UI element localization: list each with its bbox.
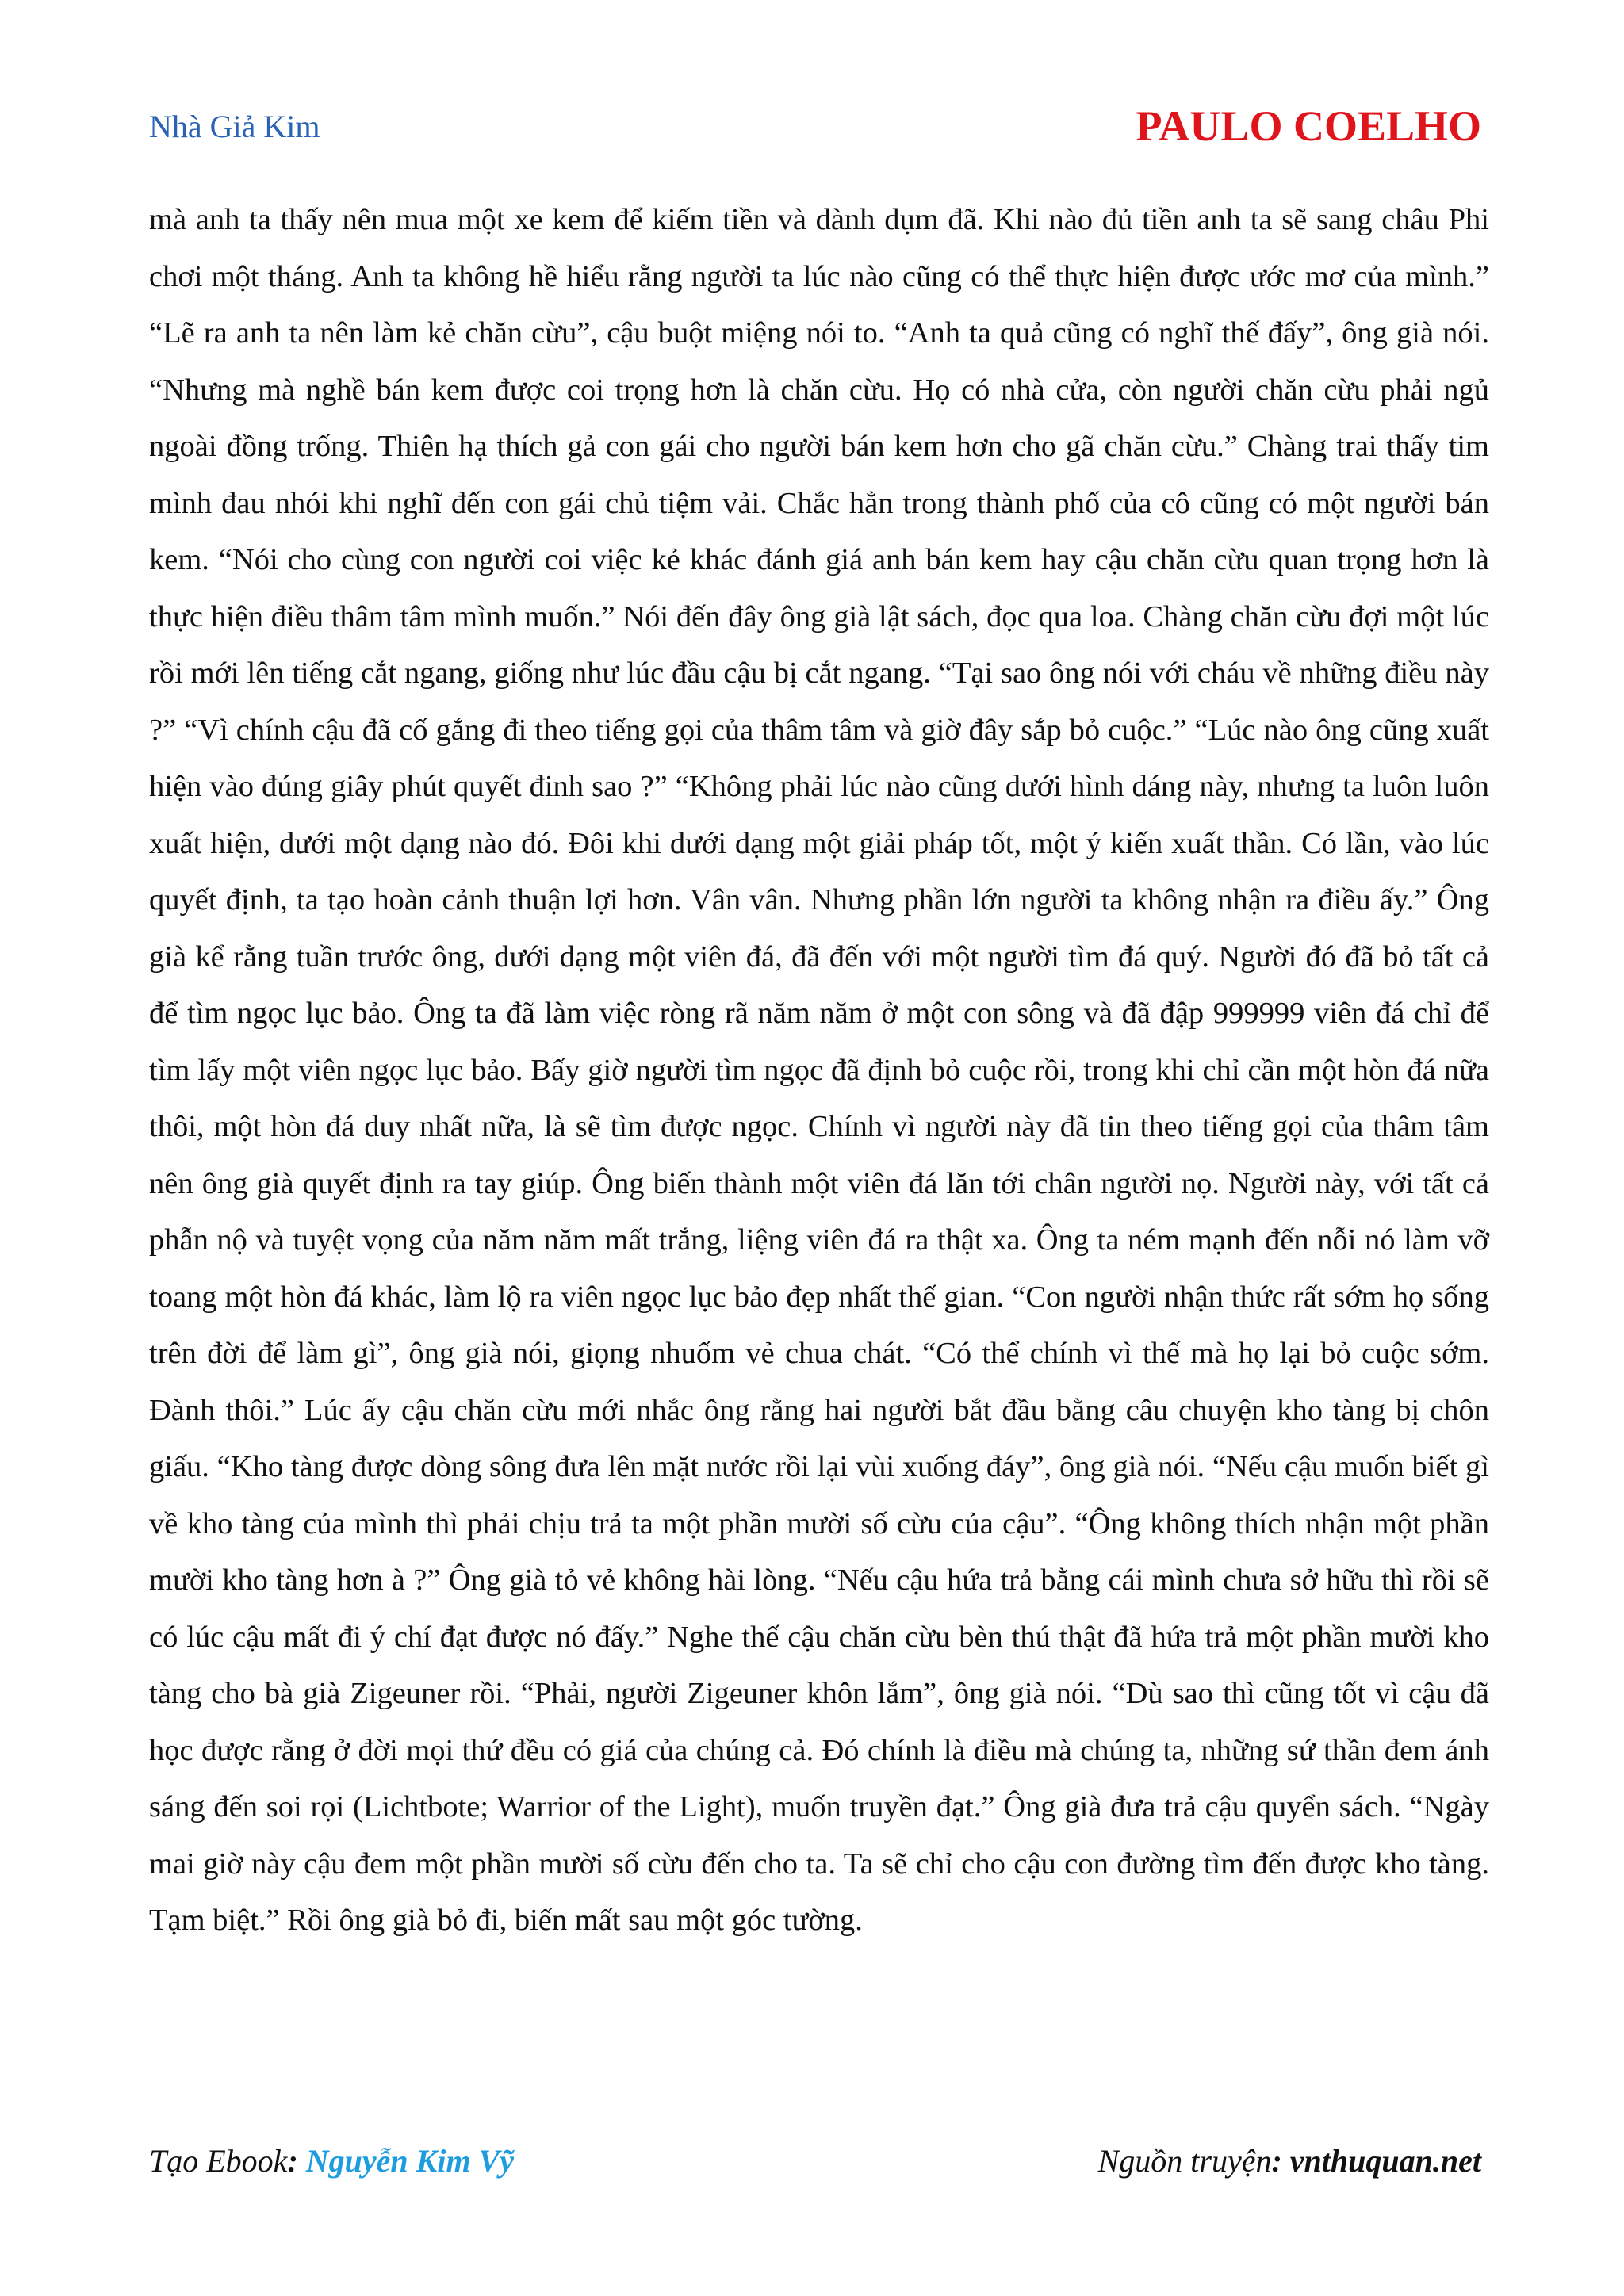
page-footer	[149, 2142, 1481, 2190]
ebook-label: Tạo Ebook	[149, 2143, 288, 2179]
source-label: Nguồn truyện	[1097, 2143, 1272, 2179]
ebook-credit	[149, 2142, 514, 2179]
source-site: vnthuquan.net	[1289, 2143, 1481, 2179]
source-credit	[1098, 2142, 1481, 2179]
ebook-colon: :	[287, 2143, 306, 2179]
author-name: PAULO COELHO	[1136, 102, 1481, 150]
book-title: Nhà Giả Kim	[149, 109, 320, 144]
source-colon: :	[1271, 2143, 1290, 2179]
body-paragraph: mà anh ta thấy nên mua một xe kem để kiếm tiền và dành dụm đã. Khi nào đủ tiền anh ta sẽ sang châu Phi chơi một tháng. Anh ta không hề hiểu rằng người ta lúc nào cũng có thể thực hiện được ước mơ của mình.” “Lẽ ra anh ta nên làm kẻ chăn cừu”, cậu buột miệng nói to. “Anh ta quả cũng có nghĩ thế đấy”, ông già nói. “Nhưng mà nghề bán kem được coi trọng hơn là chăn cừu. Họ có nhà cửa, còn người chăn cừu phải ngủ ngoài đồng trống. Thiên hạ thích gả con gái cho người bán kem hơn cho gã chăn cừu.” Chàng trai thấy tim mình đau nhói khi nghĩ đến con gái chủ tiệm vải. Chắc hẳn trong thành phố của cô cũng có một người bán kem. “Nói cho cùng con người coi việc kẻ khác đánh giá anh bán kem hay cậu chăn cừu quan trọng hơn là thực hiện điều thâm tâm mình muốn.” Nói đến đây ông già lật sách, đọc qua loa. Chàng chăn cừu đợi một lúc rồi mới lên tiếng cắt ngang, giống như lúc đầu cậu bị cắt ngang. “Tại sao ông nói với cháu về những điều này ?” “Vì chính cậu đã cố gắng đi theo tiếng gọi của thâm tâm và giờ đây sắp bỏ cuộc.” “Lúc nào ông cũng xuất hiện vào đúng giây phút quyết đinh sao ?” “Không phải lúc nào cũng dưới hình dáng này, nhưng ta luôn luôn xuất hiện, dưới một dạng nào đó. Đôi khi dưới dạng một giải pháp tốt, một ý kiến xuất thần. Có lần, vào lúc quyết định, ta tạo hoàn cảnh thuận lợi hơn. Vân vân. Nhưng phần lớn người ta không nhận ra điều ấy.” Ông già kể rằng tuần trước ông, dưới dạng một viên đá, đã đến với một người tìm đá quý. Người đó đã bỏ tất cả để tìm ngọc lục bảo. Ông ta đã làm việc ròng rã năm năm ở một con sông và đã đập 999999 viên đá chỉ để tìm lấy một viên ngọc lục bảo. Bấy giờ người tìm ngọc đã định bỏ cuộc rồi, trong khi chỉ cần một hòn đá nữa thôi, một hòn đá duy nhất nữa, là sẽ tìm được ngọc. Chính vì người này đã tin theo tiếng gọi của thâm tâm nên ông già quyết định ra tay giúp. Ông biến thành một viên đá lăn tới chân người nọ. Người này, với tất cả phẫn nộ và tuyệt vọng của năm năm mất trắng, liệng viên đá ra thật xa. Ông ta ném mạnh đến nỗi nó làm vỡ toang một hòn đá khác, làm lộ ra viên ngọc lục bảo đẹp nhất thế gian. “Con người nhận thức rất sớm họ sống trên đời để làm gì”, ông già nói, giọng nhuốm vẻ chua chát. “Có thể chính vì thế mà họ lại bỏ cuộc sớm. Đành thôi.” Lúc ấy cậu chăn cừu mới nhắc ông rằng hai người bắt đầu bằng câu chuyện kho tàng bị chôn giấu. “Kho tàng được dòng sông đưa lên mặt nước rồi lại vùi xuống đáy”, ông già nói. “Nếu cậu muốn biết gì về kho tàng của mình thì phải chịu trả ta một phần mười số cừu của cậu”. “Ông không thích nhận một phần mười kho tàng hơn à ?” Ông già tỏ vẻ không hài lòng. “Nếu cậu hứa trả bằng cái mình chưa sở hữu thì rồi sẽ có lúc cậu mất đi ý chí đạt được nó đấy.” Nghe thế cậu chăn cừu bèn thú thật đã hứa trả một phần mười kho tàng cho bà già Zigeuner rồi. “Phải, người Zigeuner khôn lắm”, ông già nói. “Dù sao thì cũng tốt vì cậu đã học được rằng ở đời mọi thứ đều có giá của chúng cả. Đó chính là điều mà chúng ta, những sứ thần đem ánh sáng đến soi rọi (Lichtbote; Warrior of the Light), muốn truyền đạt.” Ông già đưa trả cậu quyển sách. “Ngày mai giờ này cậu đem một phần mười số cừu đến cho ta. Ta sẽ chỉ cho cậu con đường tìm đến được kho tàng. Tạm biệt.” Rồi ông già bỏ đi, biến mất sau một góc tường.	[149, 203, 1489, 1937]
ebook-author: Nguyễn Kim Vỹ	[305, 2143, 514, 2179]
page-header	[149, 101, 1481, 157]
